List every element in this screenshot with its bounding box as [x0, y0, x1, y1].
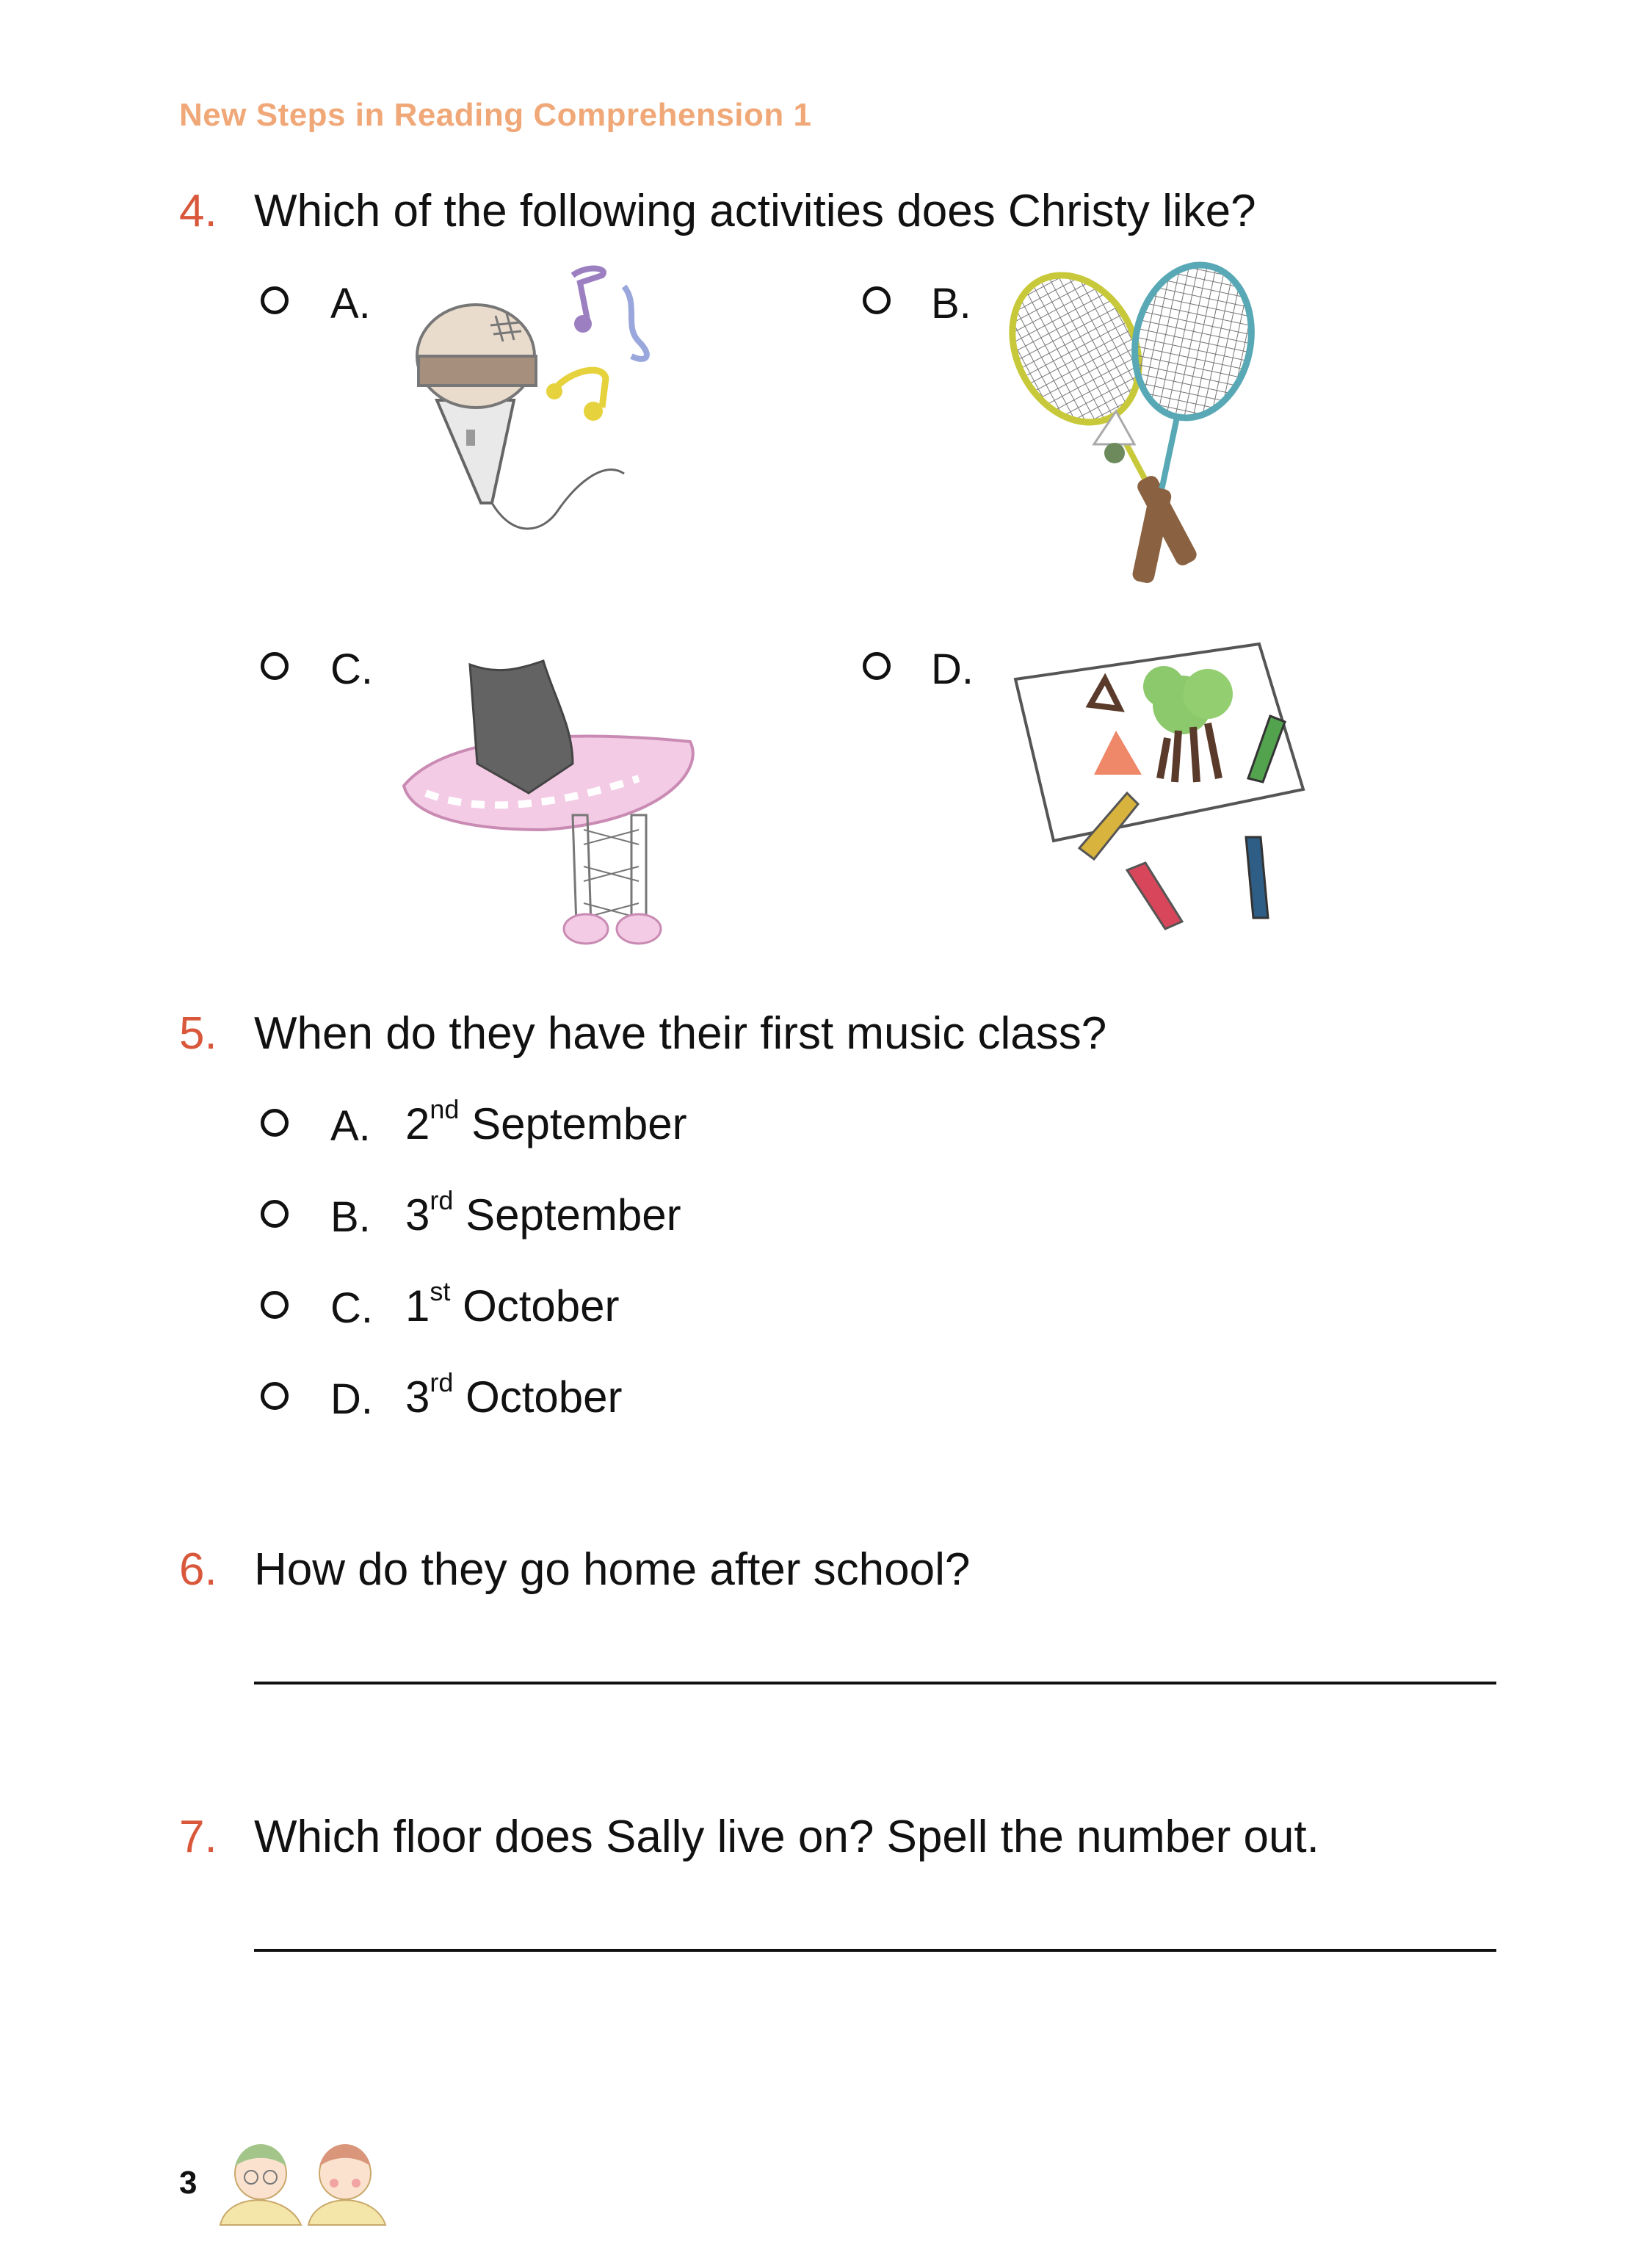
ballet-tutu-icon[interactable] [396, 654, 705, 947]
q4-option-a-letter: A. [330, 280, 371, 328]
question-number: 5. [179, 1008, 217, 1059]
question-text: Which floor does Sally live on? Spell the number out. [254, 1812, 1319, 1862]
q4-option-a-radio[interactable] [261, 286, 289, 314]
answer-line[interactable] [254, 1949, 1496, 1952]
q5-option-d-radio[interactable] [261, 1382, 289, 1410]
q5-option-c-text: 1st October [405, 1276, 620, 1331]
q5-option-a-radio[interactable] [261, 1109, 289, 1137]
q5-option-c-letter: C. [330, 1284, 373, 1332]
q4-option-d-letter: D. [931, 645, 974, 693]
question-number: 4. [179, 186, 217, 236]
q4-option-b-radio[interactable] [863, 286, 891, 314]
question-text: How do they go home after school? [254, 1544, 971, 1595]
q4-option-c-letter: C. [330, 645, 373, 693]
mascot-children-icon [220, 2133, 389, 2225]
question-number: 7. [179, 1812, 217, 1862]
q5-option-b-letter: B. [330, 1193, 371, 1241]
microphone-icon[interactable] [404, 261, 683, 554]
q4-option-d-radio[interactable] [863, 652, 891, 680]
answer-line[interactable] [254, 1682, 1496, 1685]
q4-option-c-radio[interactable] [261, 652, 289, 680]
q5-option-c-radio[interactable] [261, 1291, 289, 1319]
question-number: 6. [179, 1544, 217, 1595]
q5-option-a-text: 2nd September [405, 1094, 687, 1148]
page-header: New Steps in Reading Comprehension 1 [179, 97, 812, 133]
badminton-rackets-icon[interactable] [1006, 261, 1270, 595]
q5-option-b-text: 3rd September [405, 1185, 681, 1240]
page-number: 3 [179, 2165, 198, 2201]
drawing-crayons-icon[interactable] [1010, 635, 1318, 944]
q5-option-d-letter: D. [330, 1375, 373, 1423]
q5-option-a-letter: A. [330, 1102, 371, 1150]
q4-option-b-letter: B. [931, 280, 971, 328]
question-text: When do they have their first music class? [254, 1008, 1107, 1059]
question-text: Which of the following activities does Christy like? [254, 186, 1256, 236]
q5-option-d-text: 3rd October [405, 1367, 623, 1422]
q5-option-b-radio[interactable] [261, 1200, 289, 1228]
